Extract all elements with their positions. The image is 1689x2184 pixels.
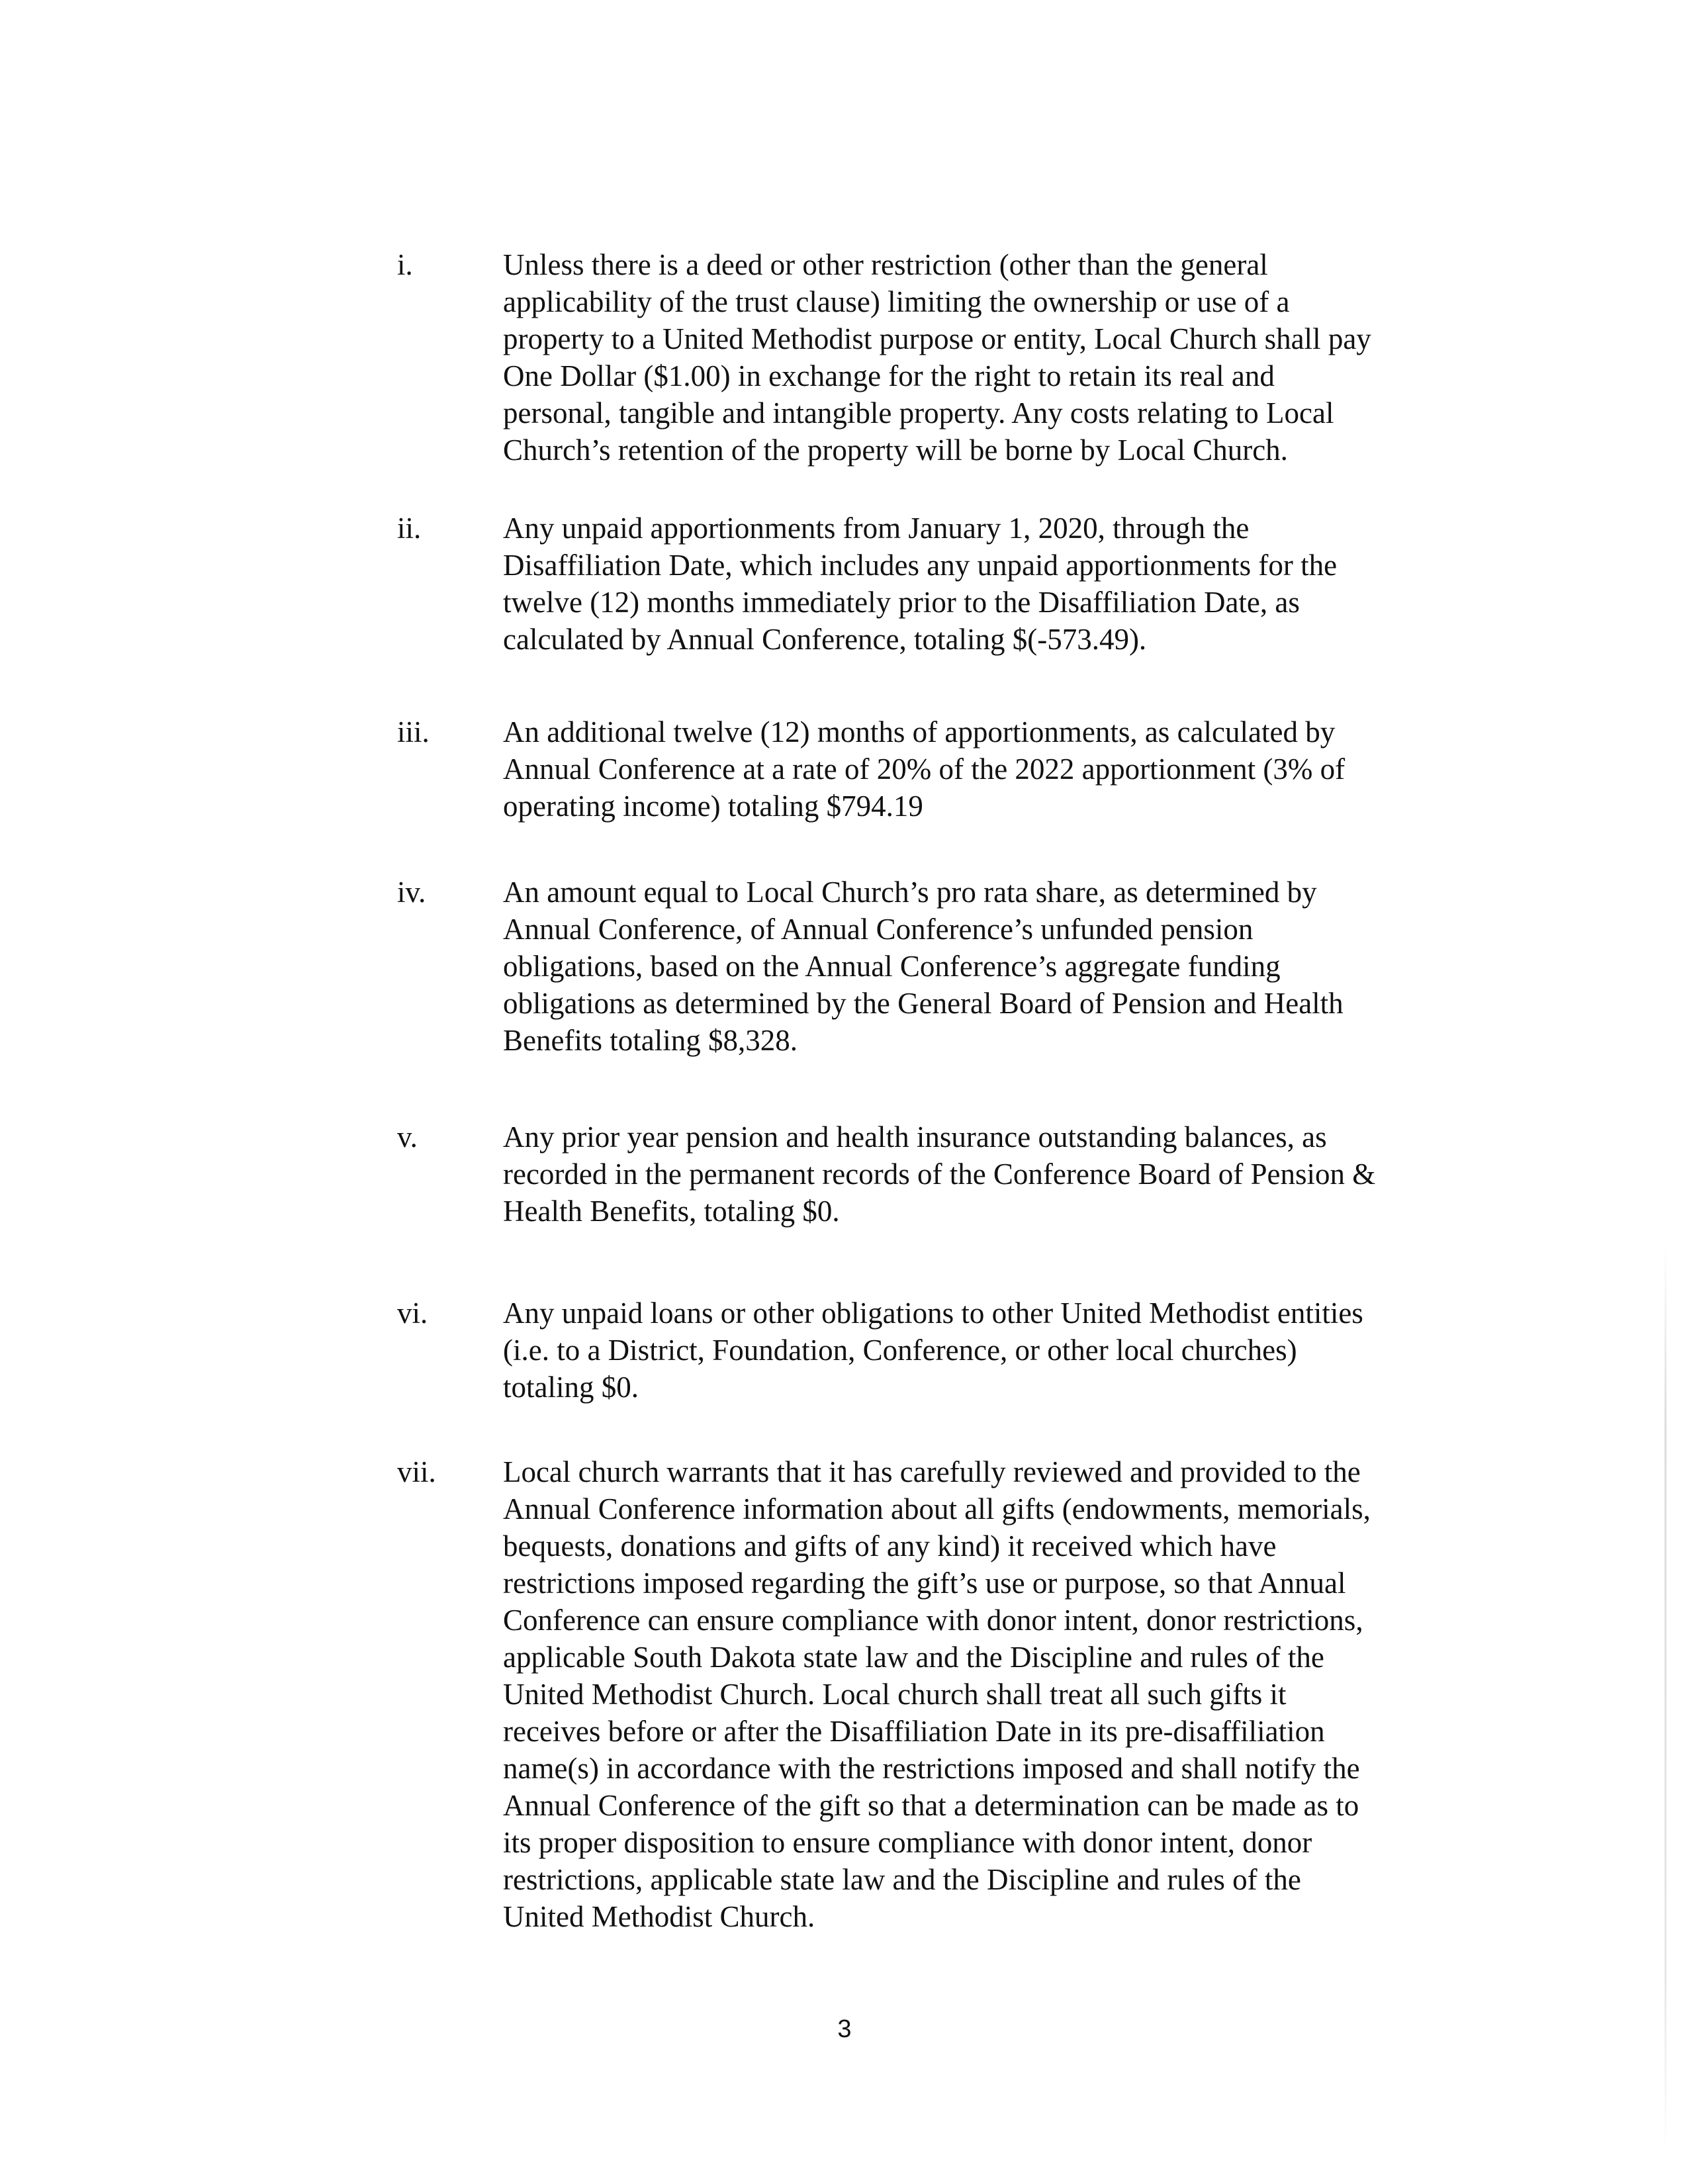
text-line: Local church warrants that it has carefully reviewed and provided to the bbox=[503, 1455, 1361, 1488]
text-line: Annual Conference at a rate of 20% of the 2022 apportionment (3% of bbox=[503, 752, 1346, 786]
text-line: obligations as determined by the General Board of Pension and Health bbox=[503, 987, 1344, 1020]
text-line: applicability of the trust clause) limiting the ownership or use of a bbox=[503, 285, 1290, 318]
text-line: totaling $0. bbox=[503, 1371, 639, 1404]
text-line: Health Benefits, totaling $0. bbox=[503, 1195, 840, 1228]
text-line: receives before or after the Disaffiliation Date in its pre-disaffiliation bbox=[503, 1715, 1325, 1748]
text-line: Annual Conference of the gift so that a determination can be made as to bbox=[503, 1789, 1359, 1822]
item-numeral: iv. bbox=[397, 876, 426, 909]
text-line: Benefits totaling $8,328. bbox=[503, 1024, 798, 1057]
text-line: personal, tangible and intangible property. Any costs relating to Local bbox=[503, 396, 1334, 430]
text-line: Any unpaid apportionments from January 1, 2020, through the bbox=[503, 512, 1250, 545]
text-line: twelve (12) months immediately prior to the Disaffiliation Date, as bbox=[503, 586, 1300, 619]
text-line: calculated by Annual Conference, totaling $(-573.49). bbox=[503, 623, 1147, 656]
text-line: name(s) in accordance with the restrictions imposed and shall notify the bbox=[503, 1752, 1360, 1785]
text-line: restrictions imposed regarding the gift’s use or purpose, so that Annual bbox=[503, 1567, 1346, 1600]
text-line: One Dollar ($1.00) in exchange for the right to retain its real and bbox=[503, 359, 1275, 392]
item-numeral: iii. bbox=[397, 715, 430, 749]
text-line: bequests, donations and gifts of any kind) it received which have bbox=[503, 1529, 1277, 1563]
text-line: United Methodist Church. bbox=[503, 1900, 815, 1933]
text-line: An additional twelve (12) months of apportionments, as calculated by bbox=[503, 715, 1336, 749]
item-text bbox=[503, 1453, 1522, 1935]
text-line: An amount equal to Local Church’s pro rata share, as determined by bbox=[503, 876, 1317, 909]
text-line: Any prior year pension and health insurance outstanding balances, as bbox=[503, 1120, 1327, 1154]
item-numeral: vi. bbox=[397, 1297, 428, 1330]
text-line: Church’s retention of the property will be borne by Local Church. bbox=[503, 433, 1288, 467]
item-text bbox=[503, 1295, 1522, 1406]
text-line: restrictions, applicable state law and the Discipline and rules of the bbox=[503, 1863, 1301, 1896]
text-line: (i.e. to a District, Foundation, Conference, or other local churches) bbox=[503, 1334, 1297, 1367]
text-line: Any unpaid loans or other obligations to other United Methodist entities bbox=[503, 1297, 1363, 1330]
text-line: Disaffiliation Date, which includes any unpaid apportionments for the bbox=[503, 549, 1338, 582]
text-line: Unless there is a deed or other restriction (other than the general bbox=[503, 248, 1268, 281]
item-numeral: ii. bbox=[397, 512, 422, 545]
item-text bbox=[503, 1118, 1522, 1230]
text-line: its proper disposition to ensure compliance with donor intent, donor bbox=[503, 1826, 1312, 1859]
text-line: Annual Conference, of Annual Conference’s unfunded pension bbox=[503, 913, 1254, 946]
item-text bbox=[503, 510, 1522, 658]
item-numeral: v. bbox=[397, 1120, 418, 1154]
text-line: United Methodist Church. Local church shall treat all such gifts it bbox=[503, 1678, 1287, 1711]
item-text bbox=[503, 246, 1522, 469]
item-numeral: vii. bbox=[397, 1455, 436, 1488]
text-line: operating income) totaling $794.19 bbox=[503, 790, 923, 823]
item-numeral: i. bbox=[397, 248, 413, 281]
text-line: property to a United Methodist purpose or entity, Local Church shall pay bbox=[503, 322, 1371, 355]
text-line: Conference can ensure compliance with donor intent, donor restrictions, bbox=[503, 1604, 1363, 1637]
text-line: obligations, based on the Annual Conference’s aggregate funding bbox=[503, 950, 1281, 983]
item-text bbox=[503, 874, 1522, 1059]
item-text bbox=[503, 713, 1522, 825]
text-line: recorded in the permanent records of the Conference Board of Pension & bbox=[503, 1158, 1376, 1191]
page-number: 3 bbox=[837, 2015, 852, 2043]
text-line: applicable South Dakota state law and the Discipline and rules of the bbox=[503, 1641, 1324, 1674]
scan-edge-mark bbox=[1665, 1244, 1666, 2158]
text-line: Annual Conference information about all gifts (endowments, memorials, bbox=[503, 1492, 1371, 1525]
